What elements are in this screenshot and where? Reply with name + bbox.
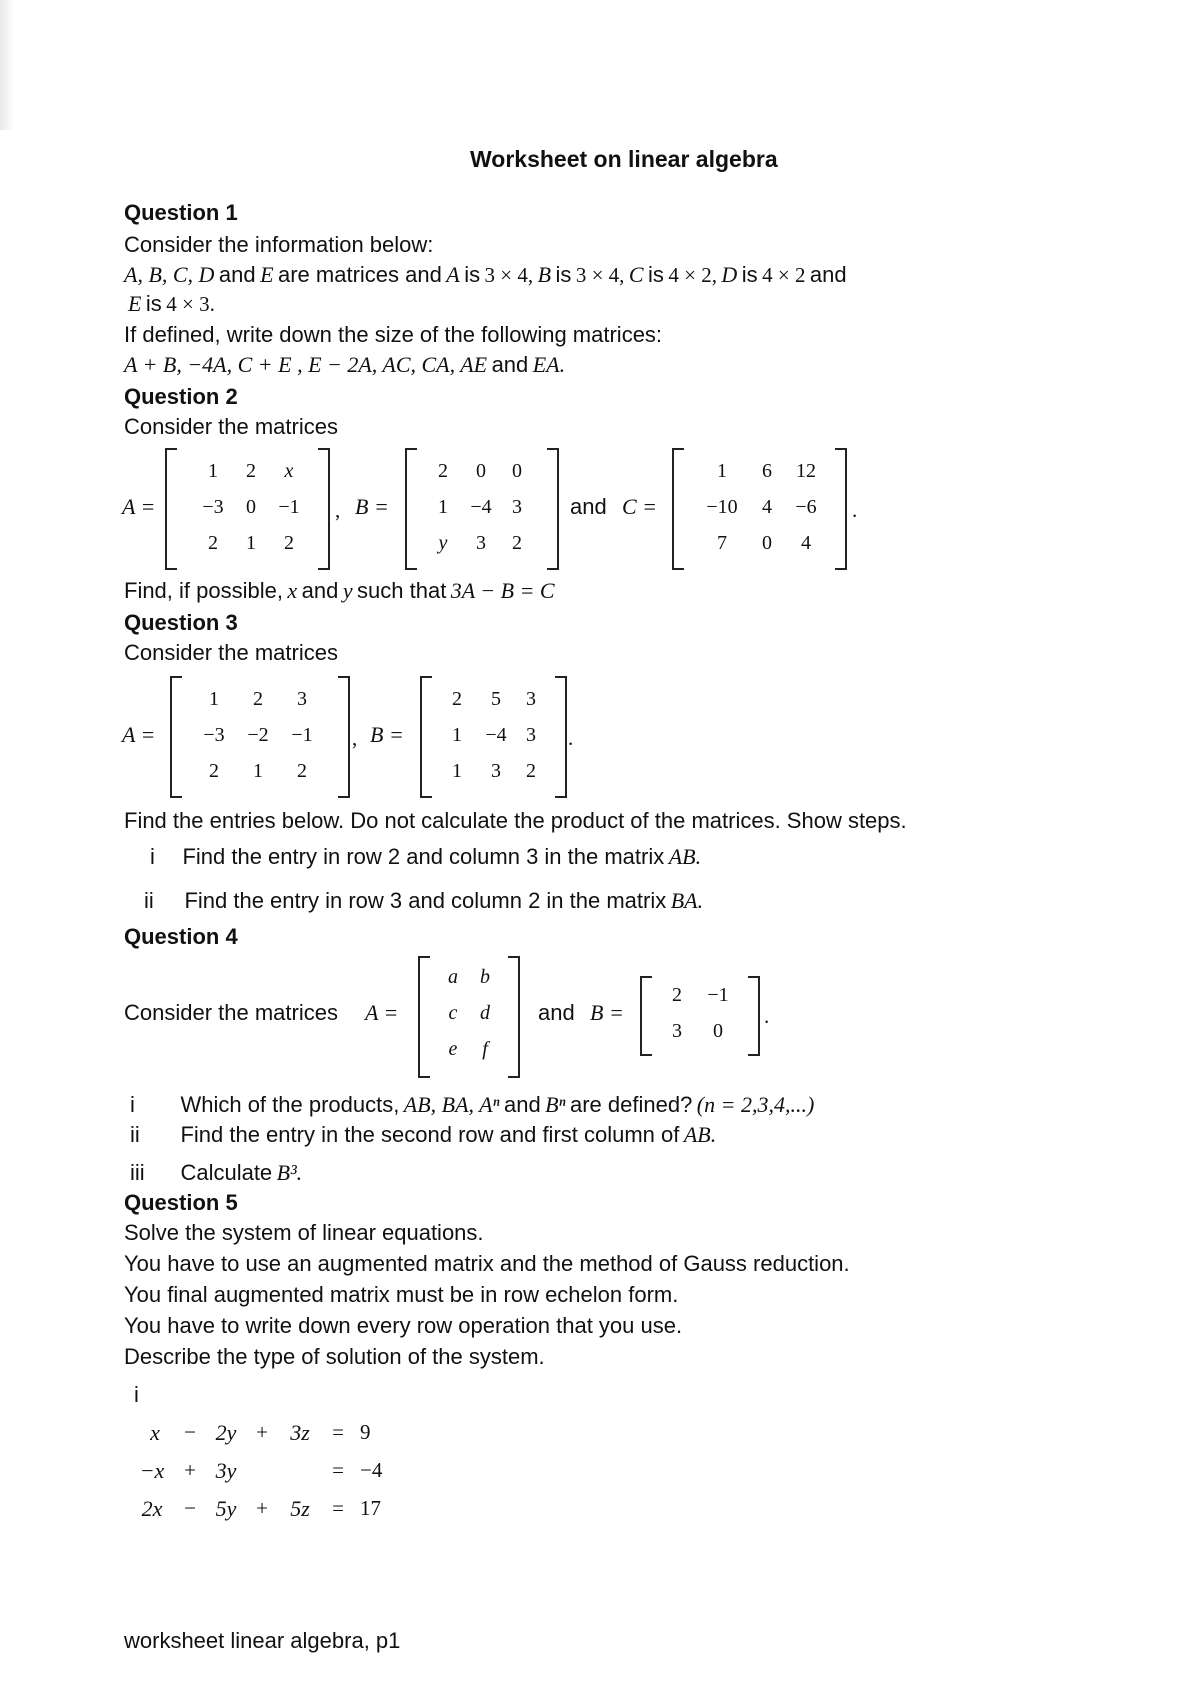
q2-A-r2c2: 0 xyxy=(246,496,256,518)
q2-B-r3c3: 2 xyxy=(512,532,522,554)
q4-A-r2c2: d xyxy=(480,1002,490,1024)
q5-eq1-equals: = xyxy=(332,1420,344,1444)
q2-A-left-bracket xyxy=(165,448,177,570)
q4-part-iii xyxy=(130,1160,302,1186)
q1-l1-C: C xyxy=(628,262,644,287)
q4-iii-matrix: B³. xyxy=(276,1160,303,1185)
q3-ii-matrix: BA. xyxy=(670,888,704,913)
q3-A-left-bracket xyxy=(170,676,182,798)
q1-list-expr: A + B, −4A, C + E , E − 2A, AC, CA, AE xyxy=(124,352,488,377)
q1-l1-is2: is xyxy=(555,262,572,287)
q3-i-matrix: AB. xyxy=(668,844,702,869)
q2-A-r3c3: 2 xyxy=(284,532,294,554)
q2-B-r3c1: y xyxy=(438,532,448,554)
q2-C-label: C = xyxy=(622,494,658,519)
q5-eq2-rhs: −4 xyxy=(360,1458,383,1482)
q2-A-r3c1: 2 xyxy=(208,532,218,554)
q3-A-label: A = xyxy=(122,722,156,747)
q2-C-r1c3: 12 xyxy=(796,460,816,482)
q1-l2-E: E xyxy=(128,291,142,316)
q1-l1-is1: is xyxy=(464,262,481,287)
q1-l1-B: B xyxy=(537,262,552,287)
q5-heading: Question 5 xyxy=(124,1190,238,1215)
q2-C-r2c2: 4 xyxy=(762,496,772,518)
q3-A-r2c1: −3 xyxy=(203,724,225,746)
q5-line3: You final augmented matrix must be in row echelon form. xyxy=(124,1282,679,1307)
q3-B-r1c3: 3 xyxy=(526,688,536,710)
q4-B-r2c1: 3 xyxy=(672,1020,682,1042)
q2-find-such: such that xyxy=(357,578,447,603)
q5-eq2-y: 3y xyxy=(215,1458,237,1483)
q2-C-r2c1: −10 xyxy=(706,496,738,518)
q3-B-r2c1: 1 xyxy=(452,724,462,746)
q3-instructions: Find the entries below. Do not calculate the product of the matrices. Show steps. xyxy=(124,808,907,833)
q4-i-text2: are defined? xyxy=(569,1092,693,1117)
q5-eq1-x: x xyxy=(150,1420,160,1445)
q2-A-r3c2: 1 xyxy=(246,532,256,554)
q3-i-label: i xyxy=(150,844,155,869)
q2-B-r2c1: 1 xyxy=(438,496,448,518)
q1-list-end: EA. xyxy=(532,352,566,377)
q2-C-left-bracket xyxy=(672,448,684,570)
q4-iii-text: Calculate xyxy=(180,1160,273,1185)
q3-B-r3c3: 2 xyxy=(526,760,536,782)
q3-B-r2c3: 3 xyxy=(526,724,536,746)
q2-B-r1c3: 0 xyxy=(512,460,522,482)
q2-find-eq: 3A − B = C xyxy=(450,578,555,603)
q1-l2-is: is xyxy=(145,291,162,316)
q4-B-left-bracket xyxy=(640,976,652,1056)
q1-l1-is3: is xyxy=(648,262,664,287)
q4-i-label: i xyxy=(130,1092,135,1117)
q3-intro: Consider the matrices xyxy=(124,640,338,665)
q3-ii-label: ii xyxy=(144,888,154,913)
q2-find xyxy=(124,578,555,604)
q5-eq1-op1: − xyxy=(184,1420,196,1444)
q4-ii-matrix: AB. xyxy=(683,1122,717,1147)
q2-A-right-bracket xyxy=(318,448,330,570)
q1-list-and: and xyxy=(491,352,529,377)
q4-A-right-bracket xyxy=(508,956,520,1078)
q1-intro: Consider the information below: xyxy=(124,232,434,257)
q4-i-products: AB, BA, Aⁿ xyxy=(403,1092,500,1117)
q2-C-r3c1: 7 xyxy=(717,532,727,554)
q1-heading: Question 1 xyxy=(124,200,238,225)
q1-l1-is4: is xyxy=(741,262,758,287)
q5-line2: You have to use an augmented matrix and the method of Gauss reduction. xyxy=(124,1251,850,1276)
q4-iii-label: iii xyxy=(130,1160,145,1185)
q2-find-text: Find, if possible, xyxy=(124,578,283,603)
q2-C-r3c2: 0 xyxy=(762,532,772,554)
q4-A-left-bracket xyxy=(418,956,430,1078)
q4-A-r3c2: f xyxy=(482,1038,488,1060)
q1-l1-size2: 3 × 4, xyxy=(575,263,625,287)
q2-B-label: B = xyxy=(355,494,389,519)
q2-A-r2c1: −3 xyxy=(202,496,224,518)
q3-heading: Question 3 xyxy=(124,610,238,635)
q1-l1-size3: 4 × 2, xyxy=(668,263,717,287)
q1-l1-D: D xyxy=(721,262,738,287)
q3-B-label: B = xyxy=(370,722,404,747)
q3-A-r1c2: 2 xyxy=(253,688,263,710)
q5-eq3-op1: − xyxy=(184,1496,196,1520)
q1-l1-and: and xyxy=(218,262,256,287)
q2-B-r1c1: 2 xyxy=(438,460,448,482)
q5-eq3-z: 5z xyxy=(290,1496,310,1521)
q2-B-right-bracket xyxy=(547,448,559,570)
q3-A-r3c1: 2 xyxy=(209,760,219,782)
q3-part-ii xyxy=(144,888,703,914)
q4-B-r1c1: 2 xyxy=(672,984,682,1006)
q4-ii-label: ii xyxy=(130,1122,140,1147)
q5-line1: Solve the system of linear equations. xyxy=(124,1220,484,1245)
q2-C-right-bracket xyxy=(835,448,847,570)
q4-A-label: A = xyxy=(365,1000,399,1025)
q5-eq3-op2: + xyxy=(256,1496,268,1520)
q1-l1-A: A xyxy=(446,262,460,287)
q3-A-r1c1: 1 xyxy=(209,688,219,710)
q2-B-r2c2: −4 xyxy=(470,496,492,518)
q2-B-r3c2: 3 xyxy=(476,532,486,554)
q3-B-r2c2: −4 xyxy=(485,724,507,746)
q3-A-r2c3: −1 xyxy=(291,724,313,746)
q4-A-r2c1: c xyxy=(448,1002,458,1024)
q4-i-n-range: (n = 2,3,4,...) xyxy=(696,1092,815,1117)
q3-B-left-bracket xyxy=(420,676,432,798)
q3-A-r3c2: 1 xyxy=(253,760,263,782)
q5-eq1-op2: + xyxy=(256,1420,268,1444)
page-title: Worksheet on linear algebra xyxy=(470,146,778,172)
q2-B-left-bracket xyxy=(405,448,417,570)
q4-B-label: B = xyxy=(590,1000,624,1025)
q2-C-r1c2: 6 xyxy=(762,460,772,482)
q4-i-Bn: Bⁿ xyxy=(545,1092,566,1117)
q2-find-y: y xyxy=(342,578,353,603)
q1-l1-e: E xyxy=(260,262,274,287)
q2-B-r1c2: 0 xyxy=(476,460,486,482)
q4-heading: Question 4 xyxy=(124,924,238,949)
q2-intro: Consider the matrices xyxy=(124,414,338,439)
q2-C-r2c3: −6 xyxy=(795,496,817,518)
page-footer: worksheet linear algebra, p1 xyxy=(124,1628,401,1653)
q4-period: . xyxy=(764,1004,770,1028)
q5-line4: You have to write down every row operation that you use. xyxy=(124,1313,683,1338)
q2-C-r3c3: 4 xyxy=(801,532,811,554)
q5-eq3-equals: = xyxy=(332,1496,344,1520)
q4-i-text1: Which of the products, xyxy=(180,1092,400,1117)
q1-l2-size: 4 × 3. xyxy=(166,292,215,316)
q3-ii-text: Find the entry in row 3 and column 2 in the matrix xyxy=(184,888,667,913)
q5-i-label: i xyxy=(134,1382,139,1407)
q1-l1-size4: 4 × 2 xyxy=(762,263,806,287)
q3-A-right-bracket xyxy=(338,676,350,798)
q2-A-r1c2: 2 xyxy=(246,460,256,482)
q3-B-right-bracket xyxy=(555,676,567,798)
q1-list xyxy=(124,352,565,378)
q2-A-r1c3: x xyxy=(284,460,294,482)
q3-B-r3c2: 3 xyxy=(491,760,501,782)
q5-eq2-equals: = xyxy=(332,1458,344,1482)
q2-heading: Question 2 xyxy=(124,384,238,409)
q4-and: and xyxy=(538,1000,575,1025)
q5-line5: Describe the type of solution of the system. xyxy=(124,1344,545,1369)
q4-A-r3c1: e xyxy=(448,1038,458,1060)
q1-l1-size1: 3 × 4, xyxy=(484,263,534,287)
q3-part-i xyxy=(150,844,701,870)
q1-l1-and2: and xyxy=(809,262,847,287)
q2-and: and xyxy=(570,494,607,519)
scan-edge-shadow xyxy=(0,0,14,130)
q5-eq1-y: 2y xyxy=(215,1420,237,1445)
q4-A-r1c2: b xyxy=(480,966,490,988)
q4-part-i xyxy=(130,1092,814,1118)
q4-B-r2c2: 0 xyxy=(713,1020,723,1042)
q3-B-r3c1: 1 xyxy=(452,760,462,782)
q5-eq2-op1: + xyxy=(184,1458,196,1482)
q4-ii-text: Find the entry in the second row and first column of xyxy=(180,1122,680,1147)
q1-l1-text: are matrices and xyxy=(277,262,442,287)
q5-eq3-x: 2x xyxy=(141,1496,163,1521)
q4-intro: Consider the matrices xyxy=(124,1000,338,1025)
q2-A-label: A = xyxy=(122,494,156,519)
q1-line2 xyxy=(128,291,215,317)
q2-find-x: x xyxy=(287,578,298,603)
q2-comma1: , xyxy=(335,498,341,522)
q4-part-ii xyxy=(130,1122,716,1148)
q3-period: . xyxy=(568,726,574,750)
q2-find-and: and xyxy=(301,578,339,603)
q4-B-r1c2: −1 xyxy=(707,984,729,1006)
q3-A-r3c3: 2 xyxy=(297,760,307,782)
q2-B-r2c3: 3 xyxy=(512,496,522,518)
q1-l1-matrices: A, B, C, D xyxy=(124,262,215,287)
q4-A-r1c1: a xyxy=(448,966,458,988)
q2-C-r1c1: 1 xyxy=(717,460,727,482)
q3-i-text: Find the entry in row 2 and column 3 in the matrix xyxy=(182,844,665,869)
q1-prompt: If defined, write down the size of the following matrices: xyxy=(124,322,663,347)
q5-eq3-y: 5y xyxy=(215,1496,237,1521)
q2-period: . xyxy=(852,498,858,522)
q5-eq1-z: 3z xyxy=(290,1420,310,1445)
q3-A-r1c3: 3 xyxy=(297,688,307,710)
q5-eq2-x: −x xyxy=(139,1458,165,1483)
q5-eq3-rhs: 17 xyxy=(360,1496,381,1520)
q4-i-and: and xyxy=(503,1092,541,1117)
q1-line1 xyxy=(124,262,847,288)
q2-A-r1c1: 1 xyxy=(208,460,218,482)
q4-B-right-bracket xyxy=(748,976,760,1056)
q3-comma: , xyxy=(352,726,358,750)
q3-A-r2c2: −2 xyxy=(247,724,269,746)
q2-A-r2c3: −1 xyxy=(278,496,300,518)
q3-B-r1c1: 2 xyxy=(452,688,462,710)
q3-B-r1c2: 5 xyxy=(491,688,501,710)
q5-eq1-rhs: 9 xyxy=(360,1420,371,1444)
